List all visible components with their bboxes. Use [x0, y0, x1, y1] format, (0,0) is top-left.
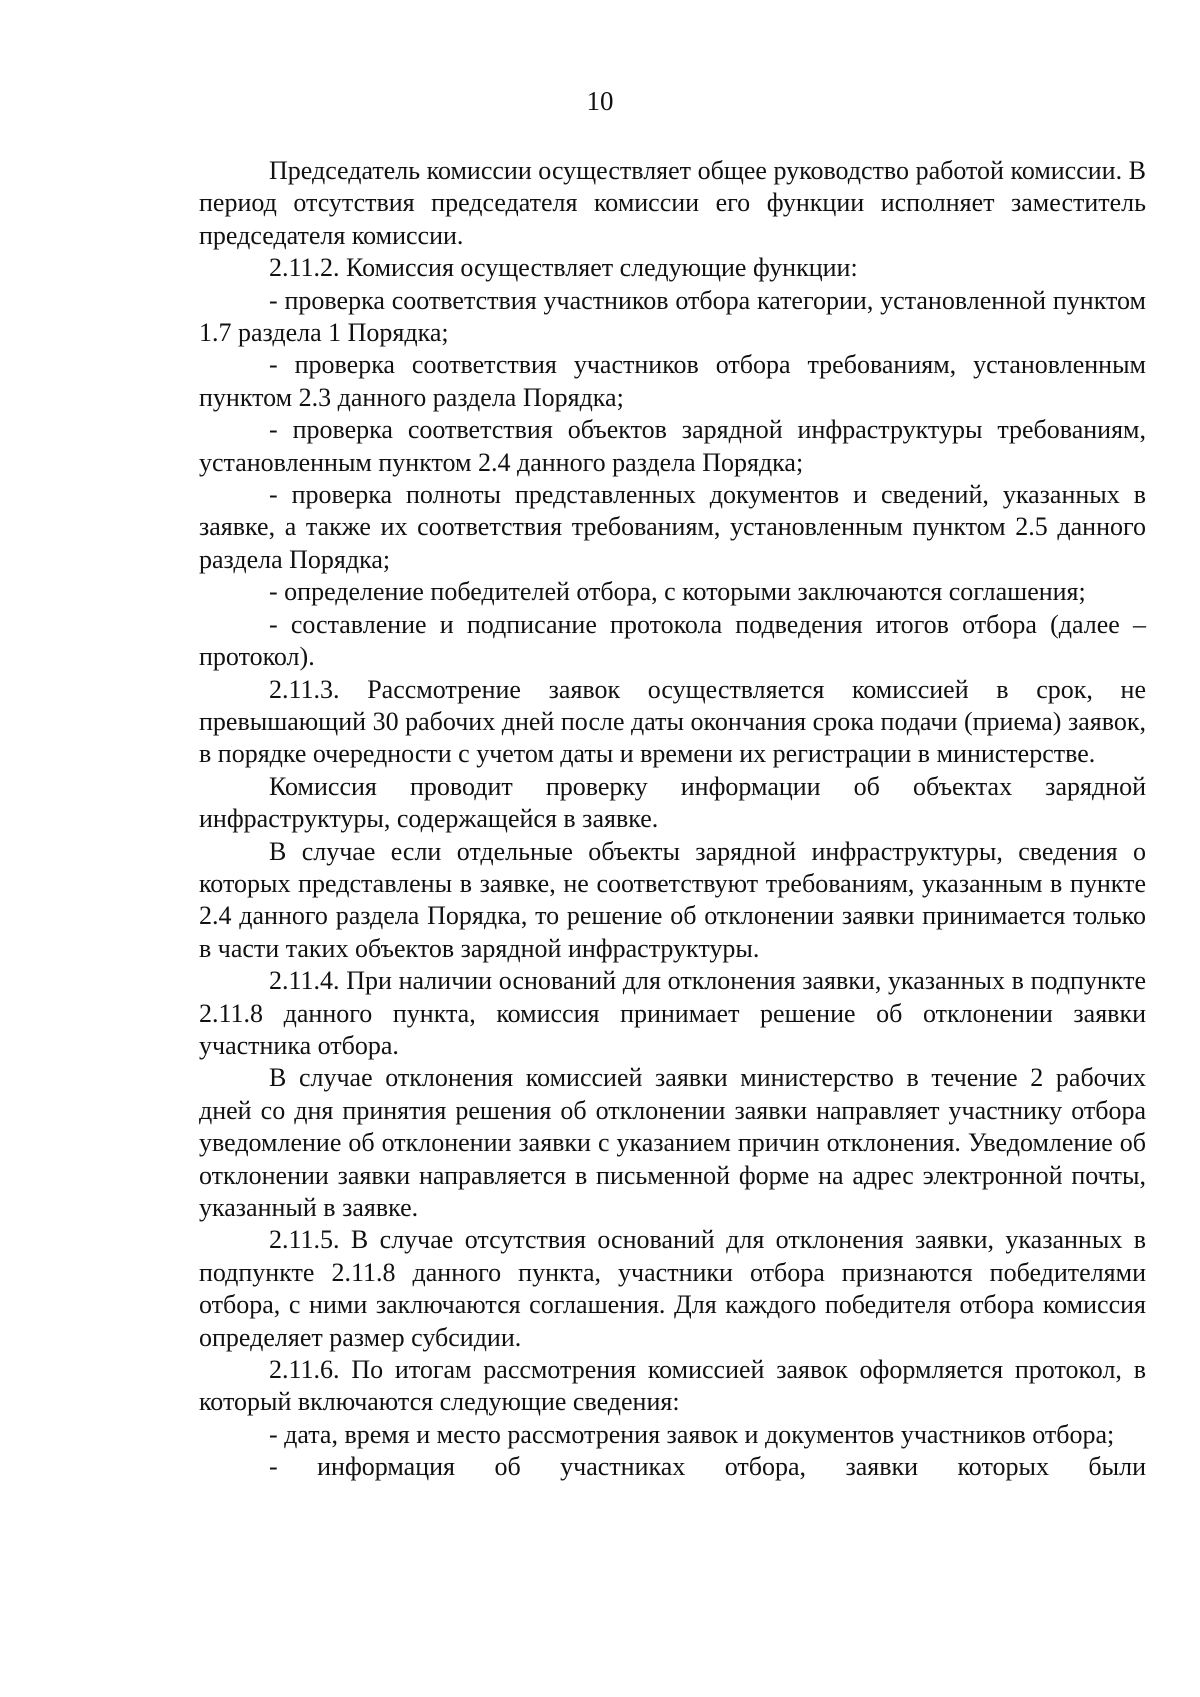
- document-body: [199, 155, 1146, 1484]
- paragraph-2-11-5: 2.11.5. В случае отсутствия оснований для отклонения заявки, указанных в подпункте 2.11.8 данного пункта, участники отбора признаются победителями отбора, с ними заключаются соглашения. Для каждого победителя отбора комиссия определяет размер субсидии.: [199, 1225, 1146, 1352]
- list-item-protocol-signing: - составление и подписание протокола подведения итогов отбора (далее – протокол).: [199, 609, 1146, 672]
- list-item-infrastructure-check: - проверка соответствия объектов зарядной инфраструктуры требованиям, установленным пунктом 2.4 данного раздела Порядка;: [199, 415, 1146, 477]
- list-item-review-date-place: - дата, время и место рассмотрения заявок и документов участников отбора;: [269, 1419, 1115, 1449]
- paragraph-chairman-role: Председатель комиссии осуществляет общее руководство работой комиссии. В период отсутствия председателя комиссии его функции исполняет заместитель председателя комиссии.: [199, 156, 1146, 250]
- paragraph-2-11-3: 2.11.3. Рассмотрение заявок осуществляется комиссией в срок, не превышающий 30 рабочих дней после даты окончания срока подачи (приема) заявок, в порядке очередности с учетом даты и времени их регистрации в министерстве.: [199, 674, 1146, 769]
- paragraph-infrastructure-info-check: Комиссия проводит проверку информации об объектах зарядной инфраструктуры, содержащейся в заявке.: [199, 771, 1146, 834]
- list-item-category-check: - проверка соответствия участников отбора категории, установленной пунктом 1.7 раздела 1 Порядка;: [199, 285, 1146, 348]
- paragraph-2-11-6: 2.11.6. По итогам рассмотрения комиссией заявок оформляется протокол, в который включаются следующие сведения:: [199, 1355, 1146, 1417]
- list-item-participants-info: - информация об участниках отбора, заявки которых были: [269, 1452, 1146, 1482]
- paragraph-2-11-4: 2.11.4. При наличии оснований для отклонения заявки, указанных в подпункте 2.11.8 данного пункта, комиссия принимает решение об отклонении заявки участника отбора.: [199, 966, 1146, 1060]
- paragraph-partial-rejection: В случае если отдельные объекты зарядной инфраструктуры, сведения о которых представлены в заявке, не соответствуют требованиям, указанным в пункте 2.4 данного раздела Порядка, то решение об отклонении заявки принимается только в части таких объектов зарядной инфраструктуры.: [199, 836, 1146, 963]
- paragraph-2-11-2-heading: 2.11.2. Комиссия осуществляет следующие функции:: [269, 253, 858, 283]
- list-item-documents-completeness-check: - проверка полноты представленных документов и сведений, указанных в заявке, а также их соответствия требованиям, установленным пунктом 2.5 данного раздела Порядка;: [199, 480, 1146, 574]
- list-item-winners-determination: - определение победителей отбора, с которыми заключаются соглашения;: [269, 577, 1086, 607]
- list-item-participant-requirements-check: - проверка соответствия участников отбора требованиям, установленным пунктом 2.3 данного раздела Порядка;: [199, 350, 1146, 412]
- paragraph-rejection-notice: В случае отклонения комиссией заявки министерство в течение 2 рабочих дней со дня принятия решения об отклонении заявки направляет участнику отбора уведомление об отклонении заявки с указанием причин отклонения. Уведомление об отклонении заявки направляется в письменной форме на адрес электронной почты, указанный в заявке.: [199, 1063, 1146, 1222]
- page-number: 10: [586, 86, 614, 116]
